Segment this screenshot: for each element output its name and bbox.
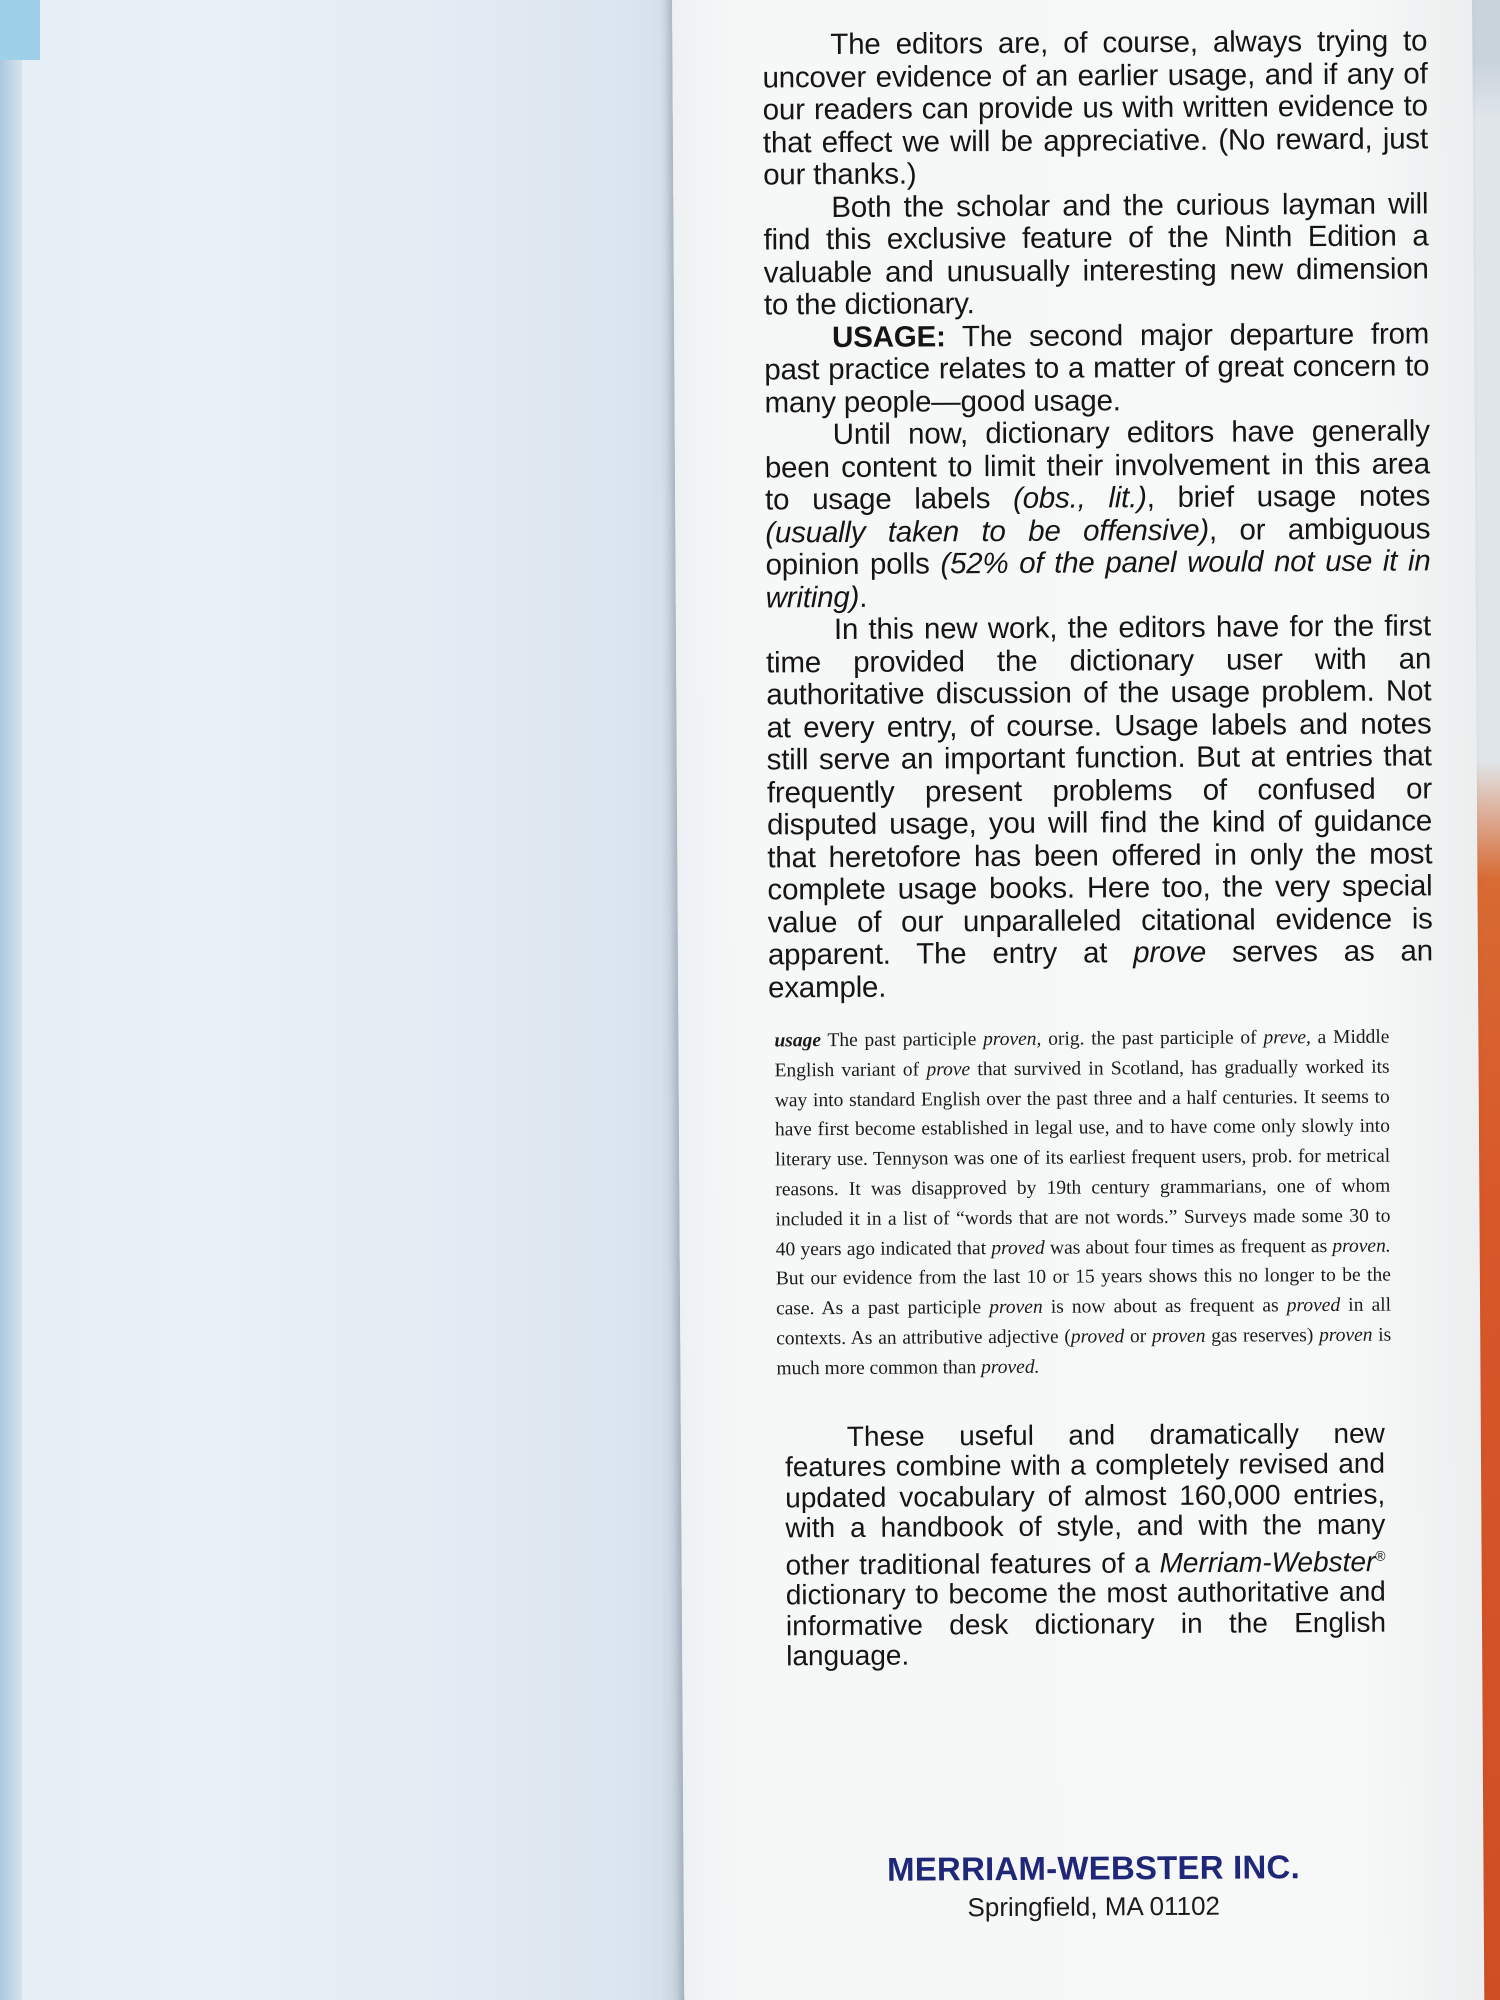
note-word: proved. xyxy=(981,1356,1040,1378)
paragraph-text: dictionary to become the most authoritative and informative desk dictionary in the English language. xyxy=(785,1576,1387,1672)
note-text: orig. the past participle of xyxy=(1041,1027,1264,1050)
note-word: proven, xyxy=(983,1028,1042,1051)
flap-text-column xyxy=(762,25,1437,1672)
usage-note-label: usage xyxy=(774,1030,822,1052)
note-text: is much more common than xyxy=(776,1324,1392,1380)
paragraph-new-work xyxy=(766,610,1433,1004)
note-text: in all contexts. As an attributive adjective ( xyxy=(776,1294,1392,1350)
note-word: prove xyxy=(926,1058,971,1081)
paragraph-text: Both the scholar and the curious layman will find this exclusive feature of the Ninth Edition a valuable and unusually interesting new dimension to the dictionary. xyxy=(763,186,1429,322)
note-word: proven xyxy=(1318,1324,1373,1347)
paragraph-text: In this new work, the editors have for the first time provided the dictionary user with an authoritative discussion of the usage problem. Not at every entry, of course. Usage labels and notes still serve an important function. But at entries that frequently present problems of confused or disputed usage, you will find the kind of guidance that heretofore has been offered in only the most complete usage books. Here too, the very special value of our unparalleled citational evidence is apparent. The entry at xyxy=(766,609,1433,972)
paragraph-text: These useful and dramatically new features combine with a completely revised and updated vocabulary of almost 160,000 entries, with a handbook of style, and with the many other traditional features of a xyxy=(784,1417,1386,1581)
blank-left-flap xyxy=(0,0,700,2000)
paragraph-text: The editors are, of course, always trying to uncover evidence of an earlier usage, and if any of our readers can provide us with written evidence to that effect we will be appreciative. (No reward, just our thanks.) xyxy=(762,24,1429,192)
note-text: or xyxy=(1124,1326,1153,1348)
italic-text: (usually taken to be offensive) xyxy=(765,513,1210,549)
note-word: proven xyxy=(1151,1325,1206,1348)
paragraph-text: The second major departure from past practice relates to a matter of great concern to many people—good usage. xyxy=(764,316,1430,419)
flap-edge xyxy=(0,0,22,2000)
paragraph-usage xyxy=(764,318,1430,420)
paragraph-scholar xyxy=(763,188,1429,322)
publisher-address: Springfield, MA 01102 xyxy=(967,1890,1221,1923)
flap-corner xyxy=(0,0,40,60)
note-text: The past participle xyxy=(820,1029,984,1052)
paragraph-until-now xyxy=(765,415,1431,614)
note-text: gas reserves) xyxy=(1205,1325,1320,1347)
note-word: proved xyxy=(1070,1326,1125,1348)
note-word: proved xyxy=(1286,1295,1341,1317)
note-text: that survived in Scotland, has gradually worked its way into standard English over the past three and a half centuries. It seems to have first become established in legal use, and to have come only slowly into literary use. Tennyson was one of its earliest frequent users, prob. for metrical reasons. It was disapproved by 19th century grammarians, one of whom included it in a list of “words that are not words.” Surveys made some 30 to 40 years ago indicated that xyxy=(774,1056,1391,1260)
usage-heading: USAGE: xyxy=(832,319,946,354)
paragraph-text: , or ambiguous opinion polls xyxy=(765,511,1431,582)
printed-inner-flap xyxy=(672,0,1484,2000)
paragraph-earlier-usage xyxy=(762,25,1428,192)
paragraph-text: Until now, dictionary editors have generally been content to limit their involvement in this area to usage labels xyxy=(764,414,1431,517)
note-word: preve, xyxy=(1263,1027,1311,1049)
italic-text: (52% of the panel would not use it in writing) xyxy=(765,544,1431,614)
note-word: proven xyxy=(989,1296,1043,1319)
note-word: proved xyxy=(991,1237,1045,1259)
brand-name: Merriam-Webster xyxy=(1159,1545,1376,1578)
note-text: a Middle English variant of xyxy=(774,1026,1390,1082)
publisher-imprint xyxy=(773,1848,1413,1925)
italic-text: prove xyxy=(1133,935,1207,970)
paragraph-text: serves as an example. xyxy=(767,934,1433,1004)
note-word: proven. xyxy=(1332,1235,1391,1257)
italic-text: (obs., lit.) xyxy=(1012,481,1147,515)
note-text: was about four times as frequent as xyxy=(1044,1235,1333,1259)
paragraph-text: , brief usage notes xyxy=(1146,479,1431,515)
usage-note-example xyxy=(774,1023,1391,1384)
paragraph-closing xyxy=(785,1418,1387,1672)
note-text: is now about as frequent as xyxy=(1042,1295,1287,1318)
note-text: But our evidence from the last 10 or 15 years shows this no longer to be the case. As a past participle xyxy=(775,1265,1391,1320)
publisher-name: MERRIAM-WEBSTER INC. xyxy=(886,1848,1300,1888)
registered-mark: ® xyxy=(1375,1547,1386,1564)
paragraph-text: . xyxy=(859,580,868,614)
